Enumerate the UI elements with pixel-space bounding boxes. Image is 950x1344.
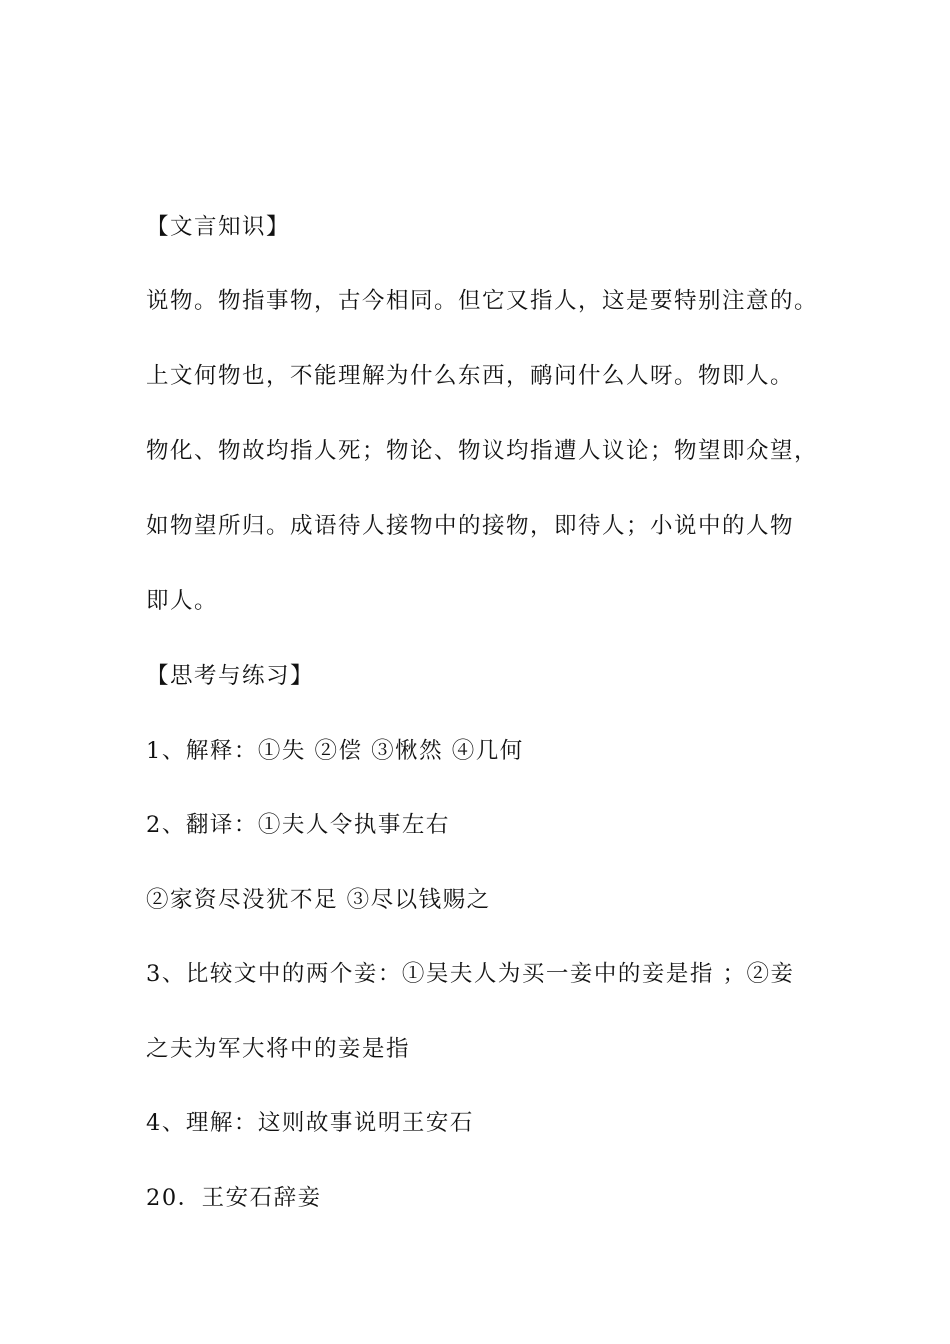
- paragraph-line: 即人。: [146, 588, 219, 614]
- exercise-item: 2、翻译：①夫人令执事左右: [146, 812, 450, 838]
- paragraph-line: 说物。物指事物，古今相同。但它又指人，这是要特别注意的。: [146, 288, 819, 314]
- exercise-item: 之夫为军大将中的妾是指: [146, 1036, 411, 1062]
- paragraph-line: 如物望所归。成语待人接物中的接物，即待人；小说中的人物: [146, 513, 795, 539]
- exercise-item: ②家资尽没犹不足 ③尽以钱赐之: [146, 887, 491, 913]
- exercise-item: 3、比较文中的两个妾：①吴夫人为买一妾中的妾是指 ；②妾: [146, 961, 795, 987]
- paragraph-line: 上文何物也，不能理解为什么东西，鸸问什么人呀。物即人。: [146, 363, 795, 389]
- section-heading-exercises: 【思考与练习】: [146, 663, 315, 689]
- section-heading-classical-knowledge: 【文言知识】: [146, 214, 291, 240]
- exercise-item: 4、理解：这则故事说明王安石: [146, 1110, 474, 1136]
- exercise-item: 1、解释：①失 ②偿 ③愀然 ④几何: [146, 738, 524, 764]
- lesson-title: 20．王安石辞妾: [146, 1185, 322, 1211]
- paragraph-line: 物化、物故均指人死；物论、物议均指遭人议论；物望即众望，: [146, 438, 819, 464]
